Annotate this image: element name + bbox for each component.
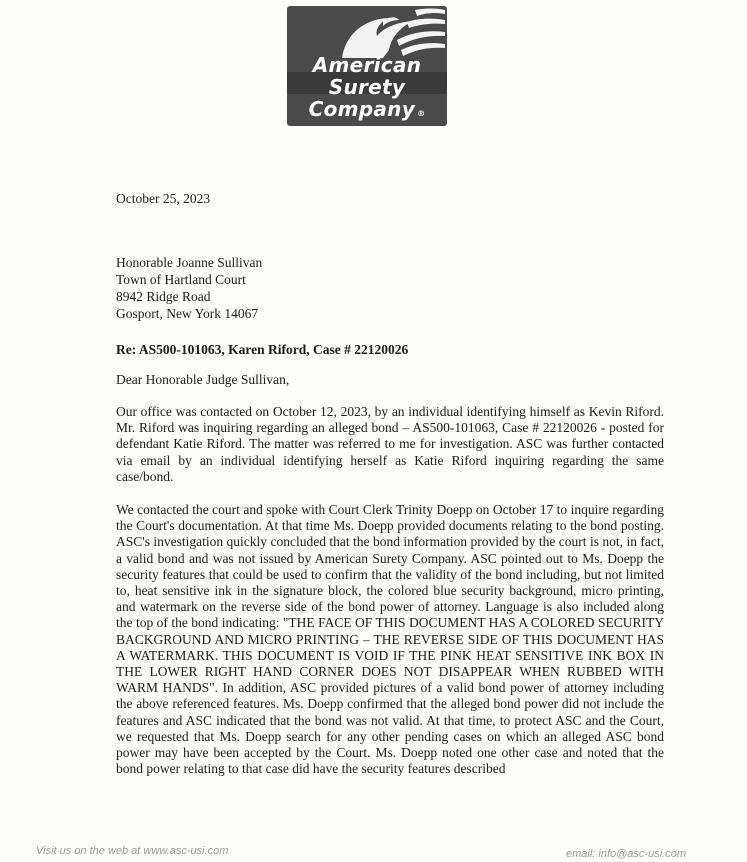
body-paragraph-2: We contacted the court and spoke with Court Clerk Trinity Doepp on October 17 to inquire regarding the Court's documentation. At that time Ms. Doepp provided documents relating to the bond posting. ASC's investigation quickly concluded that the bond information provided by the court is not, in fact, a valid bond and was not issued by American Surety Company. ASC pointed out to Ms. Doepp the security features that could be used to confirm that the validity of the bond including, but not limited to, heat sensitive ink in the signature block, the colored blue security background, micro printing, and watermark on the reverse side of the bond power of attorney. Language is also included along the top of the bond indicating: "THE FACE OF THIS DOCUMENT HAS A COLORED SECURITY BACKGROUND AND MICRO PRINTING – THE REVERSE SIDE OF THIS DOCUMENT HAS A WATERMARK. THIS DOCUMENT IS VOID IF THE PINK HEAT SENSITIVE INK BOX IN THE LOWER RIGHT HAND CORNER DOES NOT DISAPPEAR WHEN RUBBED WITH WARM HANDS". In addition, ASC provided pictures of a valid bond power of attorney including the above referenced features. Ms. Doepp confirmed that the alleged bond power did not include the features and ASC indicated that the bond was not valid. At that time, to protect ASC and the Court, we requested that Ms. Doepp search for any other pending cases on which an alleged ASC bond power may have been accepted by the Court. Ms. Doepp noted one other case and noted that the bond power relating to that case did have the security features described	[116, 502, 664, 777]
footer-website: Visit us on the web at www.asc-usi.com	[36, 845, 229, 857]
body-paragraph-1: Our office was contacted on October 12, 2023, by an individual identifying himself as Kevin Riford. Mr. Riford was inquiring regarding an alleged bond – AS500-101063, Case # 22120026 - posted for defendant Katie Riford. The matter was referred to me for investigation. ASC was further contacted via email by an individual identifying herself as Katie Riford inquiring regarding the same case/bond.	[116, 404, 664, 484]
letter-date: October 25, 2023	[116, 191, 211, 206]
logo-line-1: American	[312, 53, 422, 77]
recipient-court: Town of Hartland Court	[116, 272, 246, 287]
recipient-street: 8942 Ridge Road	[116, 289, 211, 304]
company-logo	[287, 6, 447, 126]
logo-wordmark	[287, 54, 447, 125]
re-line: Re: AS500-101063, Karen Riford, Case # 22120026	[116, 342, 409, 357]
recipient-name: Honorable Joanne Sullivan	[116, 255, 263, 270]
logo-line-3: Company	[308, 97, 416, 121]
logo-line-2: Surety	[328, 75, 406, 99]
recipient-address	[116, 254, 262, 322]
footer-email: email: info@asc-usi.com	[566, 848, 686, 860]
recipient-city: Gosport, New York 14067	[116, 306, 259, 321]
salutation: Dear Honorable Judge Sullivan,	[116, 372, 290, 387]
registered-mark: ®	[417, 109, 426, 118]
